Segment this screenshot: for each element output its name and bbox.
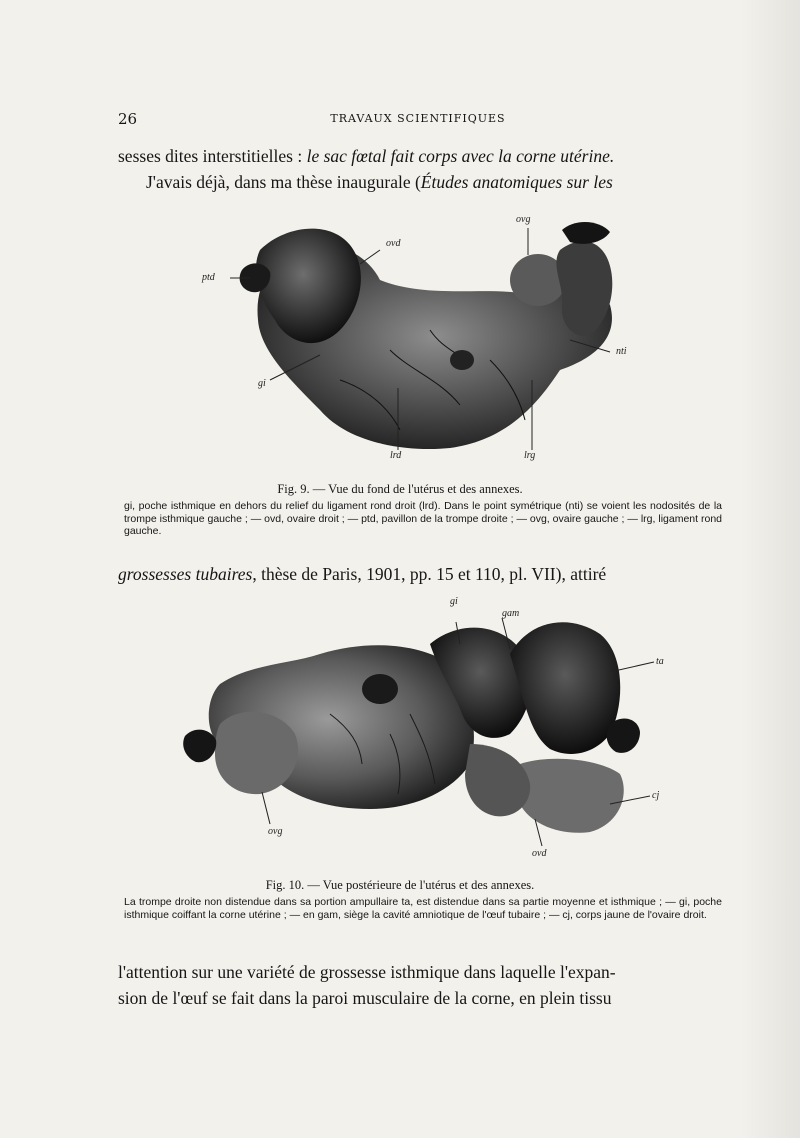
running-head: TRAVAUX SCIENTIFIQUES (330, 112, 506, 125)
figure-10-specimen-illustration (180, 594, 680, 868)
body-text: , thèse de Paris, 1901, pp. 15 et 110, pl. VII), attiré (252, 564, 607, 584)
page-header (118, 110, 718, 130)
body-italic-text: Études anatomiques sur les (420, 172, 613, 192)
body-text: sesses dites interstitielles : (118, 146, 307, 166)
figure-9-label-ovd: ovd (386, 238, 401, 249)
figure-9-label-lrg: lrg (524, 450, 536, 461)
figure-10-caption-text: La trompe droite non distendue dans sa portion ampullaire ta, est distendue dans sa partie moyenne et isthmique ; — gi, poche isthmique coiffant la corne utérine ; — en gam, siège la cavité amniotique de l'œuf tubaire ; — cj, corps jaune de l'ovaire droit. (124, 896, 722, 921)
figure-10-label-cj: cj (652, 790, 660, 801)
figure-9-label-ovg: ovg (516, 214, 531, 225)
figure-9-specimen-illustration (190, 210, 650, 470)
figure-9-caption-text: gi, poche isthmique en dehors du relief du ligament rond droit (lrd). Dans le point symétrique (nti) se voient les nodosités de la trompe isthmique gauche ; — ovd, ovaire droit ; — ptd, pavillon de la trompe droite ; — ovg, ovaire gauche ; — lrg, ligament rond gauche. (124, 500, 722, 537)
figure-9-label-lrd: lrd (390, 450, 402, 461)
body-line-3 (118, 564, 606, 585)
figure-10 (180, 594, 680, 868)
figure-10-label-ovg: ovg (268, 826, 283, 837)
body-line-5: sion de l'œuf se fait dans la paroi musculaire de la corne, en plein tissu (118, 988, 612, 1008)
body-line-4: l'attention sur une variété de grossesse isthmique dans laquelle l'expan- (118, 962, 616, 982)
body-italic-text: le sac fœtal fait corps avec la corne utérine. (306, 146, 615, 166)
figure-10-label-ta: ta (656, 656, 664, 667)
figure-9 (190, 210, 650, 470)
figure-9-caption-title: Fig. 9. — Vue du fond de l'utérus et des annexes. (277, 482, 523, 496)
body-line-2 (146, 172, 613, 193)
page-number: 26 (118, 110, 138, 128)
figure-10-caption-title: Fig. 10. — Vue postérieure de l'utérus et des annexes. (265, 878, 535, 892)
body-line-1 (118, 146, 614, 167)
page-edge-shadow (740, 0, 800, 1138)
body-italic-text: grossesses tubaires (118, 564, 253, 584)
body-text: J'avais déjà, dans ma thèse inaugurale ( (146, 172, 421, 192)
figure-10-label-ovd: ovd (532, 848, 547, 859)
figure-9-label-nti: nti (616, 346, 627, 357)
figure-10-label-gi: gi (450, 596, 458, 607)
figure-9-label-gi: gi (258, 378, 266, 389)
figure-10-label-gam: gam (502, 608, 520, 619)
figure-9-label-ptd: ptd (202, 272, 215, 283)
